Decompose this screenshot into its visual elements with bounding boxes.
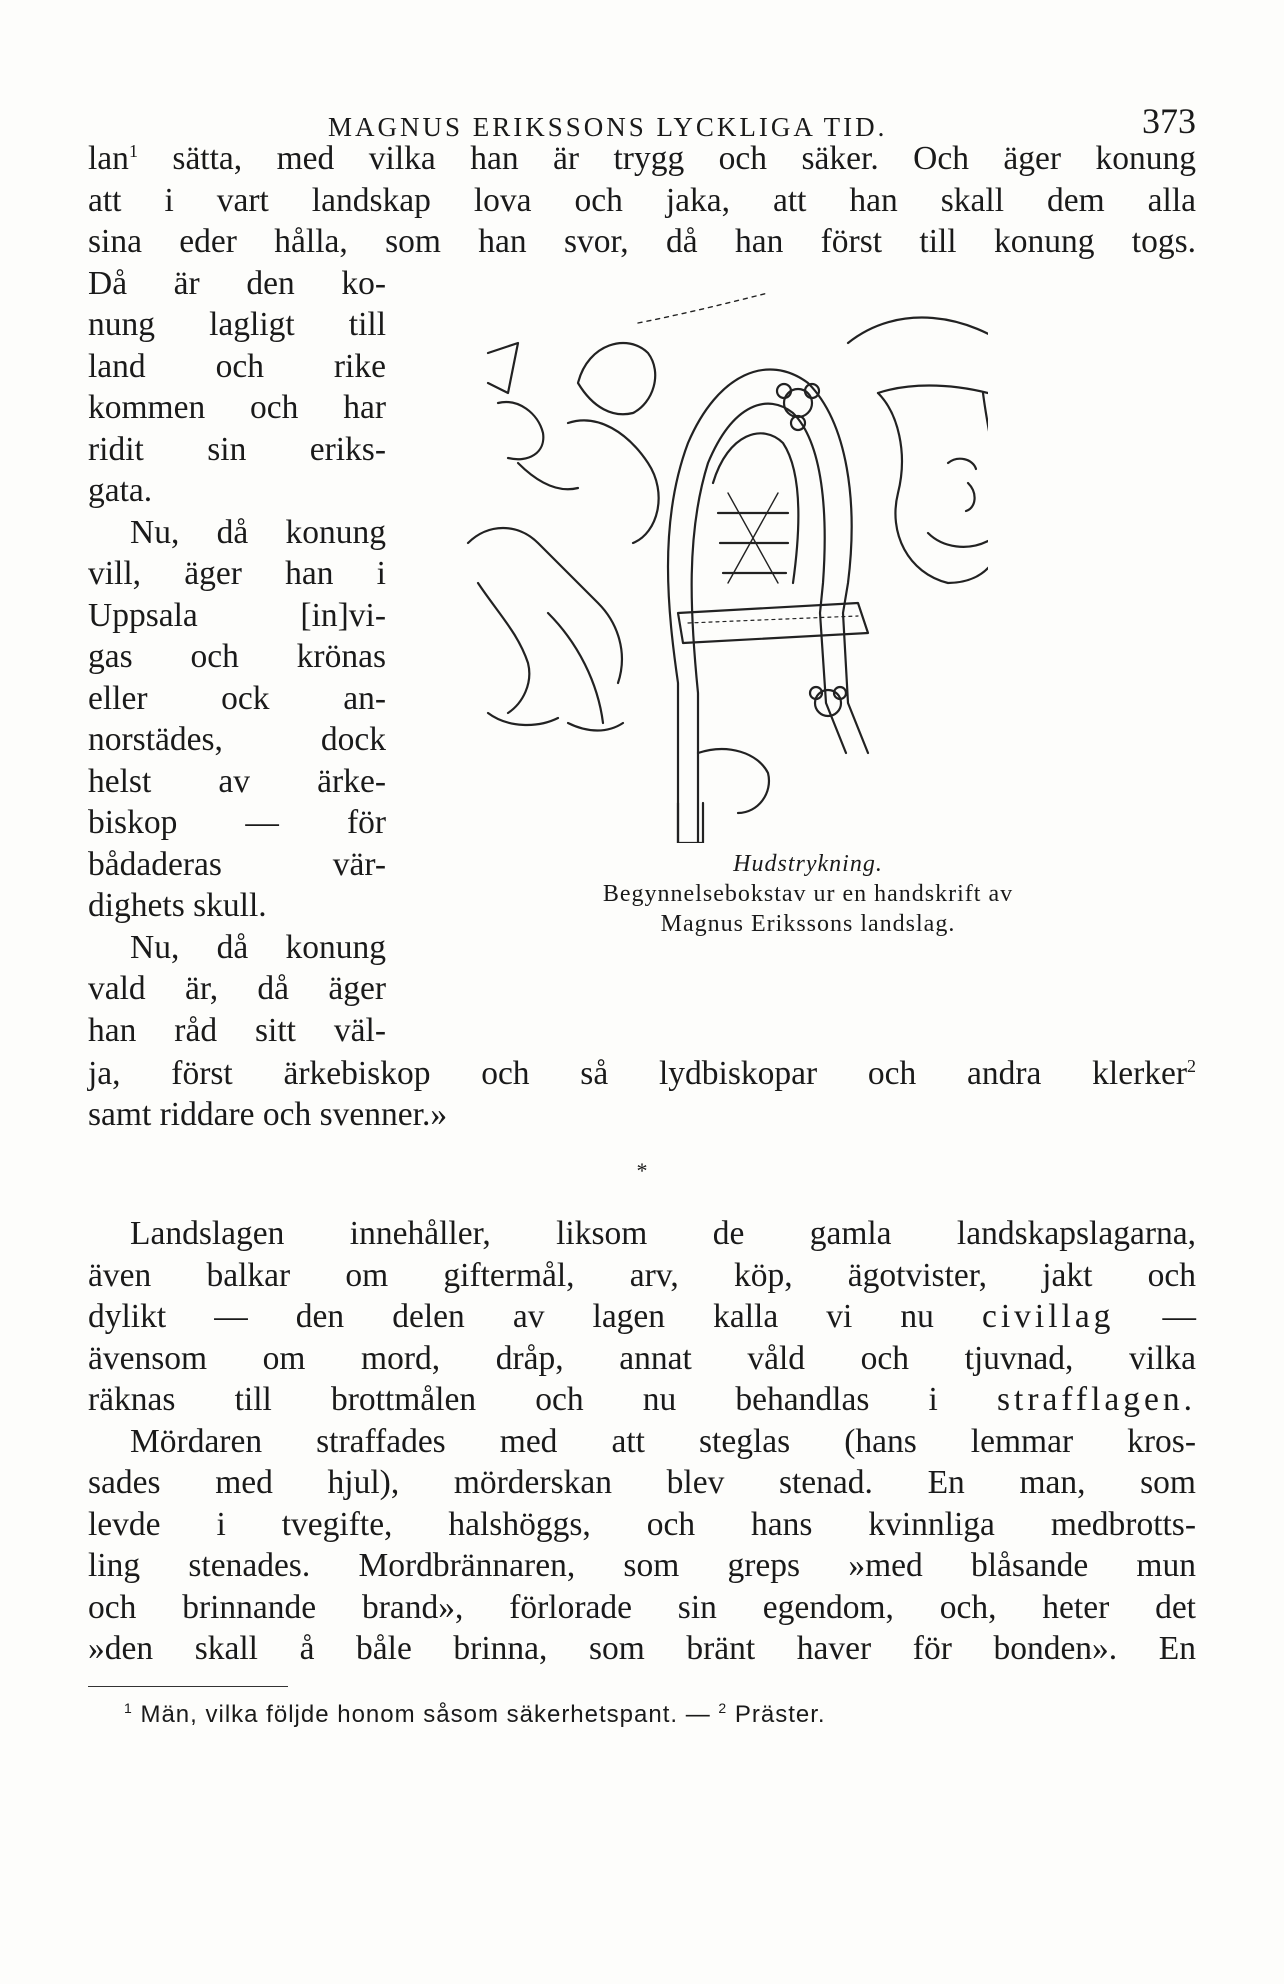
book-page [88, 90, 1196, 1930]
text-line: ävensom om mord, dråp, annat våld och tjuvnad, vilka [88, 1339, 1196, 1377]
text-line: Mördaren straffades med att steglas (hans lemmar kros- [130, 1422, 1196, 1460]
text-line: dighets skull. [88, 887, 267, 924]
illuminated-initial-image [428, 283, 988, 843]
narrow-column [88, 263, 386, 1052]
footnote-rule [88, 1686, 288, 1687]
footnote-ref-2: 2 [1187, 1055, 1196, 1076]
text-line: lan$^1$ sätta, med vilka han är trygg och säker. Och äger konung [88, 140, 1197, 177]
text-line: gas och krönas [88, 638, 386, 675]
text-line: räknas till brottmålen och nu behandlas i strafflagen. [88, 1381, 1196, 1418]
text-line: norstädes, dock [88, 721, 386, 758]
text-line: ling stenades. Mordbrännaren, som greps »med blåsande mun [88, 1547, 1196, 1584]
caption-title: Hudstrykning. [733, 850, 883, 877]
body-text [88, 138, 1196, 1670]
text-line: han råd sitt väl- [88, 1011, 386, 1049]
text-line: även balkar om giftermål, arv, köp, ägotvister, jakt och [88, 1256, 1196, 1294]
text-line: Då är den ko- [88, 264, 386, 302]
text-line: eller ock an- [88, 679, 386, 717]
text-line: gata. [88, 472, 153, 509]
text-line: kommen och har [88, 389, 386, 426]
text-line: ja, först ärkebiskop och så lydbiskopar och andra klerker$^2$ [88, 1054, 1196, 1092]
text-line: vill, äger han i [88, 555, 386, 592]
text-line: samt riddare och svenner.» [88, 1096, 448, 1133]
text-line: sades med hjul), mörderskan blev stenad. En man, som [88, 1464, 1196, 1501]
running-title: MAGNUS ERIKSSONS LYCKLIGA TID. [328, 112, 888, 142]
figure-caption [418, 849, 1198, 939]
text-line: att i vart landskap lova och jaka, att han skall dem alla [88, 181, 1196, 219]
figure-wrap [88, 263, 1196, 1053]
running-head [88, 90, 1196, 142]
footnote-text-2: Präster. [734, 1700, 826, 1728]
emphasis-civillag: civillag [981, 1298, 1115, 1335]
figure [418, 283, 1198, 939]
text-line: land och rike [88, 347, 386, 385]
caption-line: Magnus Erikssons landslag. [660, 910, 956, 937]
text-line: helst av ärke- [88, 762, 386, 800]
emphasis-strafflagen: strafflagen. [997, 1381, 1196, 1418]
text-line: »den skall å båle brinna, som bränt haver för bonden». En [88, 1630, 1196, 1667]
footnote-text-1: Män, vilka följde honom såsom säkerhetspant. — [140, 1700, 711, 1728]
text-line: ridit sin eriks- [88, 430, 386, 468]
footnotes: $^1$ Män, vilka följde honom såsom säkerhetspant. — $^2$ Präster. [124, 1699, 826, 1728]
text-line: sina eder hålla, som han svor, då han först till konung togs. [88, 223, 1196, 260]
text-line: Nu, då konung [130, 928, 386, 966]
text-line: bådaderas vär- [88, 845, 386, 883]
text-line: biskop — för [88, 804, 386, 841]
text-line: levde i tvegifte, halshöggs, och hans kvinnliga medbrotts- [88, 1505, 1196, 1543]
caption-line: Begynnelsebokstav ur en handskrift av [602, 880, 1014, 907]
text-line: Uppsala [in]vi- [88, 596, 386, 634]
text-line: nung lagligt till [88, 306, 386, 343]
page-number: 373 [1142, 101, 1196, 141]
text-line: Nu, då konung [130, 513, 386, 551]
text-line: och brinnande brand», förlorade sin egendom, och, heter det [88, 1588, 1196, 1626]
text-line: Landslagen innehåller, liksom de gamla landskapslagarna, [130, 1215, 1196, 1252]
text-line: dylikt — den delen av lagen kalla vi nu civillag — [88, 1298, 1196, 1335]
footnote-ref-1: 1 [128, 140, 138, 161]
section-separator: * [636, 1157, 648, 1183]
text-line: vald är, då äger [88, 970, 386, 1007]
